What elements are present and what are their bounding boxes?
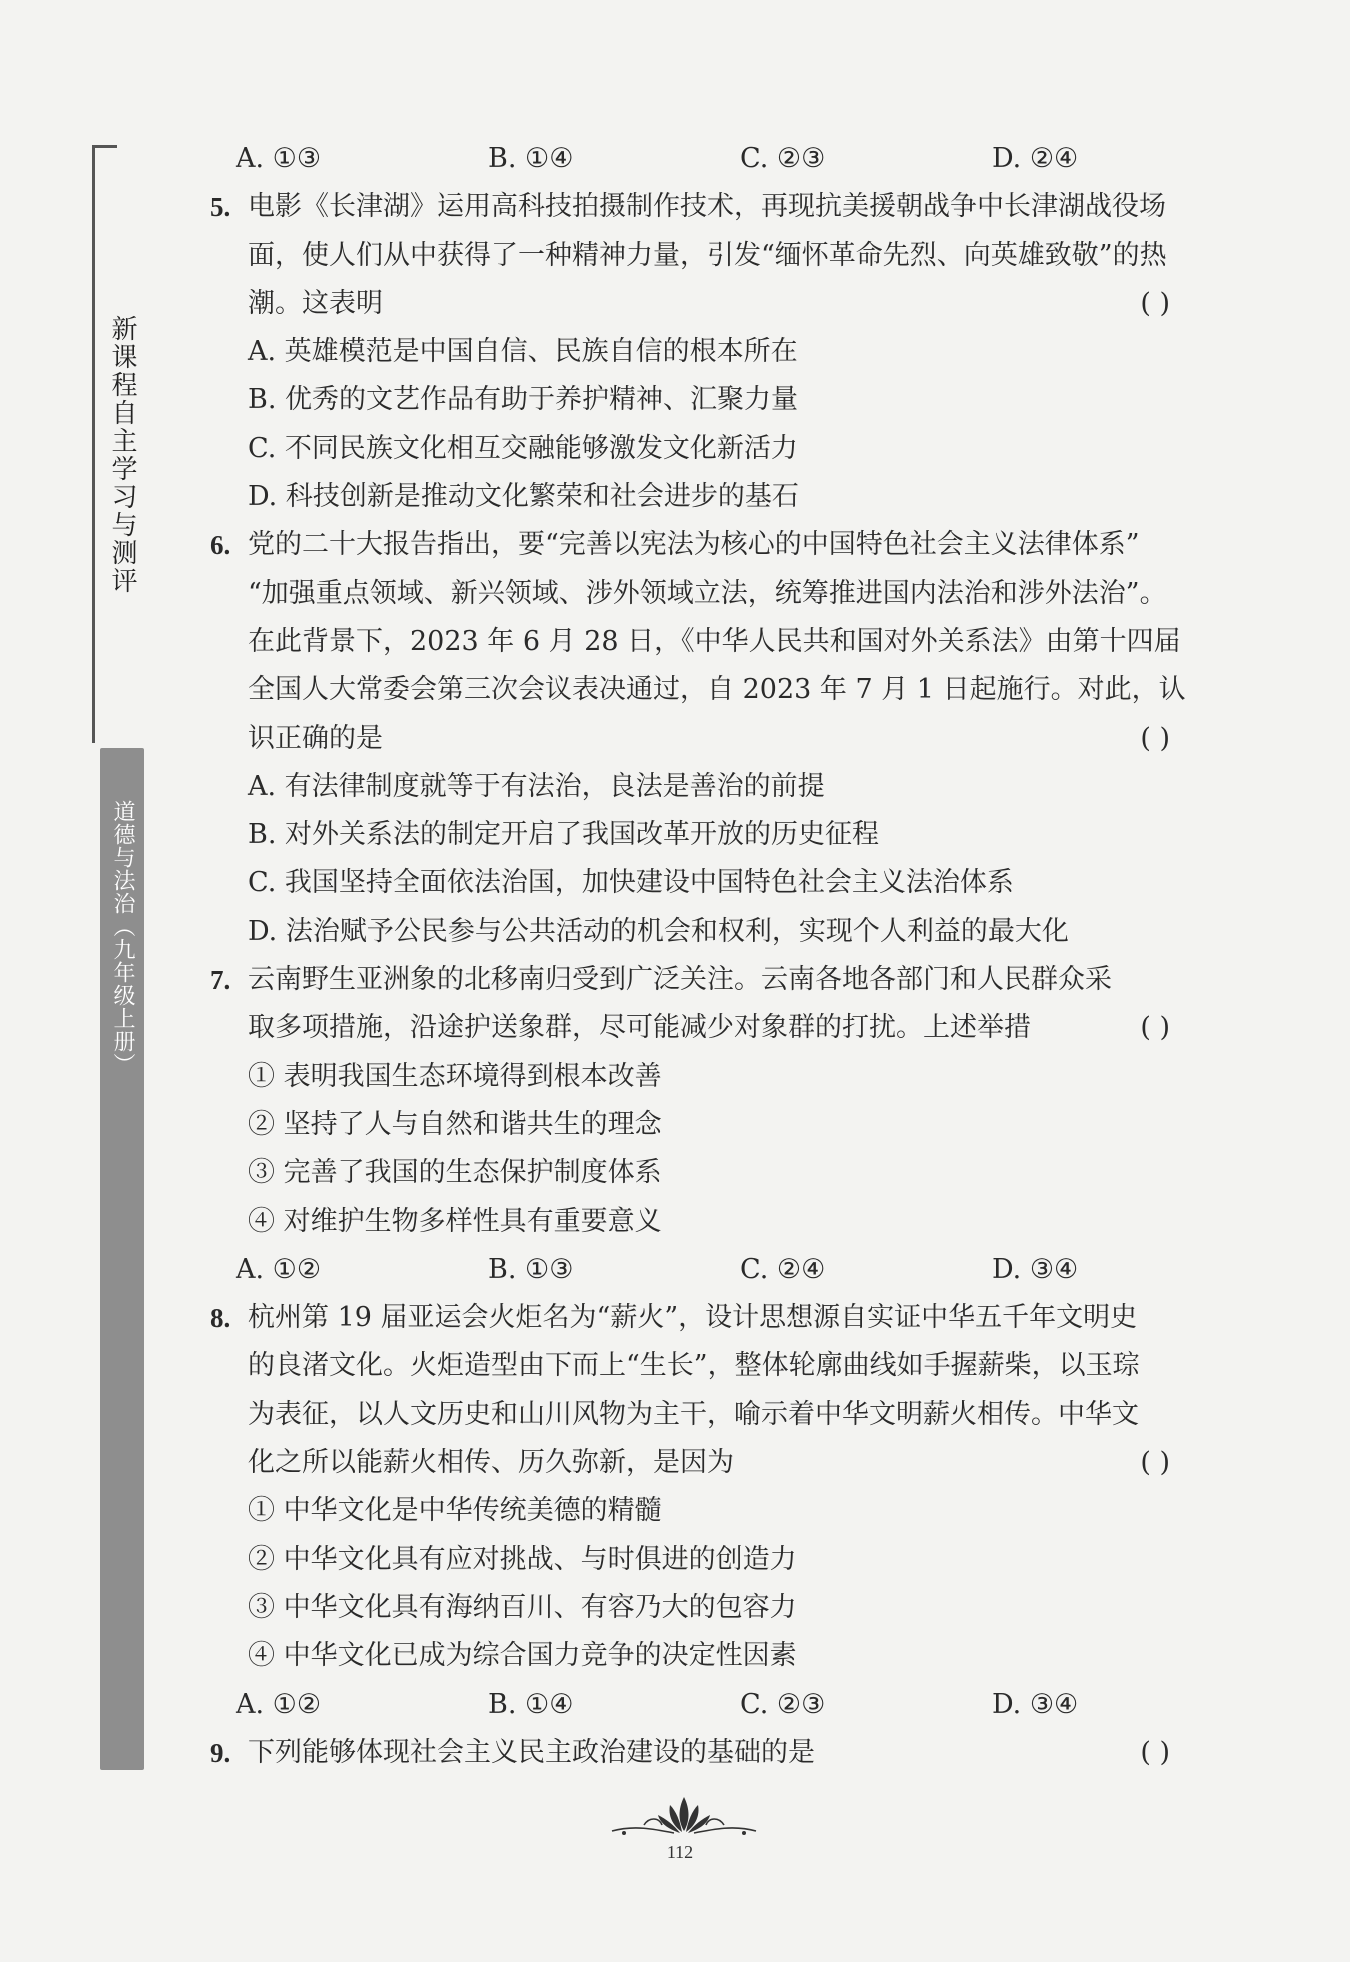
- option-a: A. 英雄模范是中国自信、民族自信的根本所在: [248, 336, 798, 368]
- prev-question-options: [210, 135, 1170, 183]
- answer-bracket: ( ): [1140, 1447, 1170, 1479]
- option-d: D. ③④: [992, 1253, 1079, 1285]
- question-text: 在此背景下，2023 年 6 月 28 日，《中华人民共和国对外关系法》由第十四届: [248, 625, 1181, 657]
- answer-bracket: ( ): [1140, 722, 1170, 754]
- option-a: A. ①②: [236, 1253, 322, 1285]
- question-text: 取多项措施，沿途护送象群，尽可能减少对象群的打扰。上述举措: [248, 1012, 1031, 1044]
- question-5: [210, 183, 1170, 231]
- question-text: 下列能够体现社会主义民主政治建设的基础的是: [248, 1736, 815, 1768]
- statement-1: ① 中华文化是中华传统美德的精髓: [248, 1495, 662, 1527]
- question-number: 5.: [210, 192, 231, 223]
- question-text: 潮。这表明: [248, 287, 383, 319]
- option-a: A. ①②: [236, 1688, 322, 1720]
- statement-2: ② 中华文化具有应对挑战、与时俱进的创造力: [248, 1543, 797, 1575]
- question-7-options: [210, 1246, 1170, 1294]
- question-text: 杭州第 19 届亚运会火炬名为“薪火”，设计思想源自实证中华五千年文明史: [248, 1302, 1138, 1334]
- question-text: 面，使人们从中获得了一种精神力量，引发“缅怀革命先烈、向英雄致敬”的热: [248, 239, 1167, 271]
- option-c: C. ②③: [740, 1688, 826, 1720]
- option-b: B. ①④: [488, 143, 574, 174]
- option-c: C. 不同民族文化相互交融能够激发文化新活力: [248, 432, 798, 464]
- option-c: C. ②④: [740, 1253, 826, 1285]
- question-text: 为表征，以人文历史和山川风物为主干，喻示着中华文明薪火相传。中华文: [248, 1398, 1139, 1430]
- option-a: A. 有法律制度就等于有法治，良法是善治的前提: [248, 770, 825, 802]
- statement-4: ④ 中华文化已成为综合国力竞争的决定性因素: [248, 1640, 797, 1672]
- option-d: D. ②④: [992, 143, 1079, 174]
- statement-3: ③ 完善了我国的生态保护制度体系: [248, 1157, 662, 1189]
- answer-bracket: ( ): [1140, 1012, 1170, 1044]
- option-c: C. ②③: [740, 143, 826, 174]
- page-number: 112: [666, 1842, 694, 1862]
- option-b: B. 对外关系法的制定开启了我国改革开放的历史征程: [248, 819, 880, 851]
- question-list: [210, 135, 1186, 1777]
- question-text: 全国人大常委会第三次会议表决通过，自 2023 年 7 月 1 日起施行。对此，认: [248, 674, 1186, 706]
- option-c: C. 我国坚持全面依法治国，加快建设中国特色社会主义法治体系: [248, 867, 1014, 899]
- statement-2: ② 坚持了人与自然和谐共生的理念: [248, 1108, 662, 1140]
- question-text: 党的二十大报告指出，要“完善以宪法为核心的中国特色社会主义法律体系”: [248, 529, 1140, 561]
- answer-bracket: ( ): [1140, 1736, 1170, 1768]
- question-9: [210, 1729, 1170, 1777]
- question-number: 9.: [210, 1737, 231, 1768]
- question-text: 云南野生亚洲象的北移南归受到广泛关注。云南各地各部门和人民群众采: [248, 964, 1112, 996]
- statement-1: ① 表明我国生态环境得到根本改善: [248, 1060, 662, 1092]
- question-number: 6.: [210, 530, 231, 561]
- subject-label: 道德与法治（九年级上册）: [110, 800, 135, 1076]
- question-number: 7.: [210, 965, 231, 996]
- statement-4: ④ 对维护生物多样性具有重要意义: [248, 1205, 662, 1237]
- question-6: [210, 521, 1170, 569]
- statement-3: ③ 中华文化具有海纳百川、有容乃大的包容力: [248, 1591, 797, 1623]
- question-8-options: [210, 1681, 1170, 1729]
- option-b: B. 优秀的文艺作品有助于养护精神、汇聚力量: [248, 384, 799, 416]
- option-d: D. 科技创新是推动文化繁荣和社会进步的基石: [248, 481, 799, 513]
- question-number: 8.: [210, 1303, 231, 1334]
- question-8: [210, 1294, 1170, 1342]
- question-7: [210, 956, 1170, 1004]
- question-text: 的良渚文化。火炬造型由下而上“生长”，整体轮廓曲线如手握薪柴，以玉琮: [248, 1350, 1140, 1382]
- series-title: 新课程自主学习与测评: [107, 315, 137, 595]
- question-text: “加强重点领域、新兴领域、涉外领域立法，统筹推进国内法治和涉外法治”。: [248, 577, 1167, 609]
- option-b: B. ①③: [488, 1253, 574, 1285]
- question-text: 识正确的是: [248, 722, 383, 754]
- answer-bracket: ( ): [1140, 287, 1170, 319]
- question-text: 电影《长津湖》运用高科技拍摄制作技术，再现抗美援朝战争中长津湖战役场: [248, 191, 1166, 223]
- question-text: 化之所以能薪火相传、历久弥新，是因为: [248, 1447, 734, 1479]
- option-d: D. ③④: [992, 1688, 1079, 1720]
- option-b: B. ①④: [488, 1688, 574, 1720]
- option-a: A. ①③: [236, 143, 322, 174]
- option-d: D. 法治赋予公民参与公共活动的机会和权利，实现个人利益的最大化: [248, 915, 1069, 947]
